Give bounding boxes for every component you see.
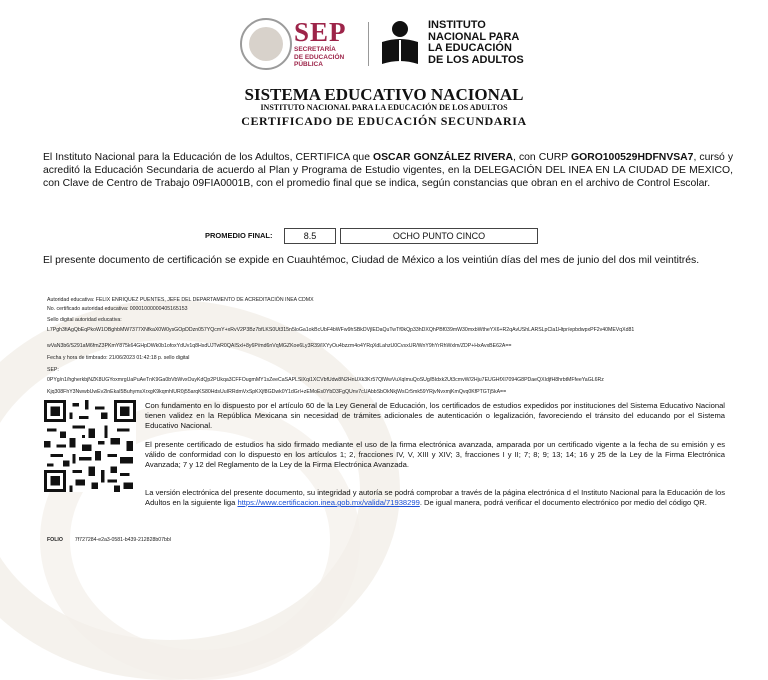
cert-post: , cursó y acreditó la Educación Secundaria de acuerdo al Plan y Programa de Estudio vigentes, en la DELEGACIÓN DEL INEA EN LA CIUDAD DE MEXICO, con Clave de Centro de Trabajo 09FIA0001B, con el promedio final que se indica, según constancias que obran en el archivo de Control Escolar. [43, 152, 734, 190]
average-value: 8.5 [284, 228, 336, 244]
sep-seal-icon [240, 18, 292, 70]
logo-divider [368, 22, 369, 66]
folio-value: 7f727284-e2a3-0581-b439-212828b07bbl [74, 537, 171, 543]
stamp-datetime: Fecha y hora de timbrado: 21/06/2023 01:42:18 p. sello digital [47, 355, 190, 361]
sep-name: SEP [294, 17, 347, 47]
issue-paragraph: El presente documento de certificación se expide en Cuauhtémoc, Ciudad de México a los veintiún días del mes de junio del dos mil veintitrés. [43, 255, 700, 266]
sep-seal-line-1: 0PYg/n1/hgherkbjNZK8UGYoxmrgUaPuAeTnK9Ga0bVbWvxOuyKdQp2PUkqa3CFFOugmMY1sZeeCaSAPLSlXqi1XCVbfUdw8N2HnUXk3Kr57QlWwVuXqlmuQoSUg/BIdxk2Ut3cmvW/2Hju7EUGHfXl7094G8PDaeQXIdjfH8hrbtMFfeeYaGL6Rz [47, 377, 604, 383]
inea-line-2: NACIONAL PARA [428, 30, 520, 43]
cert-mid: , con CURP [513, 152, 568, 163]
qr-code[interactable] [44, 400, 136, 492]
inea-line-3: LA EDUCACIÓN [428, 42, 512, 54]
legal-foundation-paragraph: Con fundamento en lo dispuesto por el artículo 60 de la Ley General de Educación, los certificados de estudios expedidos por instituciones del Sistema Educativo Nacional tienen validez en la República Mexicana sin necesidad de trámites adicionales de autenticación o legalización, favoreciendo el tránsito del educando por el Sistema Educativo Nacional. [145, 401, 725, 430]
verification-pre: La versión electrónica del presente documento, su integridad y autoría se podrá comprobar a través de la página electrónica d el Instituto Nacional para la Educación de los Adultos en la siguiente liga [145, 488, 725, 507]
folio-label: FOLIO [47, 537, 63, 543]
seal-line-1: L7Pgh3fiAgQbEqPkoW1OBghbMW7377XNfkaX0W0ysGOpDDzn057YQcmY+xRvV2P3Bz7bfLKS0Ut315n5loGa1okBcUbF4bWFw9hSBkDVjlEDaQuTwTf0kQp33hDXQhPBf039mW30mxbWtheYX6+R2qAvUShLARSLpCla1Htpr/epbdwpxPF2v40MEVqXd81 [47, 327, 635, 333]
sep-seal-label: SEP: [47, 367, 59, 373]
sep-seal-line-2: Kjq308FhY3NwwbUwEv2lnEkaI5BuhymsXrxgK9kqmhIUR0j55arqKS80HdsUuIRRdmVxSpKXjf8GDwk0Y1dGrl+zEMoEs0YbD3FgQUnv7cUAbbSbOkNkjWsCr5mk59YRjvNvxmjKmQvq0KfPTGTj5kA== [47, 389, 507, 395]
sep-sub-3: PÚBLICA [294, 61, 323, 68]
student-name: OSCAR GONZÁLEZ RIVERA [373, 152, 514, 163]
verification-link[interactable]: https://www.certificacion.inea.gob.mx/valida/71938299 [237, 498, 420, 507]
inea-logo-text [428, 20, 524, 66]
electronic-signature-paragraph: El presente certificado de estudios ha sido firmado mediante el uso de la firma electrónica avanzada, amparada por un certificado vigente a la fecha de su emisión y es válido de conformidad con lo dispuesto en los artículos 1; 2, fracciones IV, V, XIII y XIV; 3, fracciones I y II; 7; 8; 9; 13; 14; 16 y 25 de la Ley de la Firma Electrónica Avanzada; 7 y 12 del Reglamento de la Ley de la Firma Electrónica Avanzada. [145, 440, 725, 469]
authority-name: Autoridad educativa: FELIX ENRIQUEZ PUENTES, JEFE DEL DEPARTAMENTO DE ACREDITACIÓN INEA CDMX [47, 297, 314, 303]
folio [47, 537, 171, 543]
average-words: OCHO PUNTO CINCO [340, 228, 538, 244]
main-title: SISTEMA EDUCATIVO NACIONAL [244, 85, 524, 104]
certification-paragraph [43, 151, 733, 191]
cert-pre: El Instituto Nacional para la Educación de los Adultos, CERTIFICA que [43, 152, 370, 163]
institute-title: INSTITUTO NACIONAL PARA LA EDUCACIÓN DE LOS ADULTOS [260, 103, 508, 112]
inea-line-1: INSTITUTO [428, 19, 486, 31]
sep-sub-1: SECRETARÍA [294, 46, 336, 53]
sep-sub-2: DE EDUCACIÓN [294, 53, 345, 61]
seal-label: Sello digital autoridad educativa: [47, 317, 122, 323]
inea-line-4: DE LOS ADULTOS [428, 53, 524, 66]
sep-logo [294, 18, 347, 69]
student-curp: GORO100529HDFNVSA7 [571, 152, 694, 163]
inea-reader-icon [378, 20, 422, 66]
seal-line-2: wVaN3b6/S291aM6fmZ3PKmY875k64GHpDWk0b1ofoxYdUv1q8HsdUJTwR0QAISxl+8y6P/md6nVqMGZKoe6Ly3R39/lXYyOu4bzzm4o4YRqXdLahzU0CvsxUR/WnY9hYrRhWxlm/ZDP+HxAvxBE62A== [47, 343, 512, 349]
verification-post: . De igual manera, podrá verificar el documento electrónico por medio del código QR. [419, 498, 707, 507]
certificate-title: CERTIFICADO DE EDUCACIÓN SECUNDARIA [241, 114, 527, 128]
authority-cert-number: No. certificado autoridad educativa: 00001000000405165153 [47, 306, 188, 312]
verification-paragraph [145, 488, 725, 508]
average-label: PROMEDIO FINAL: [205, 231, 273, 240]
